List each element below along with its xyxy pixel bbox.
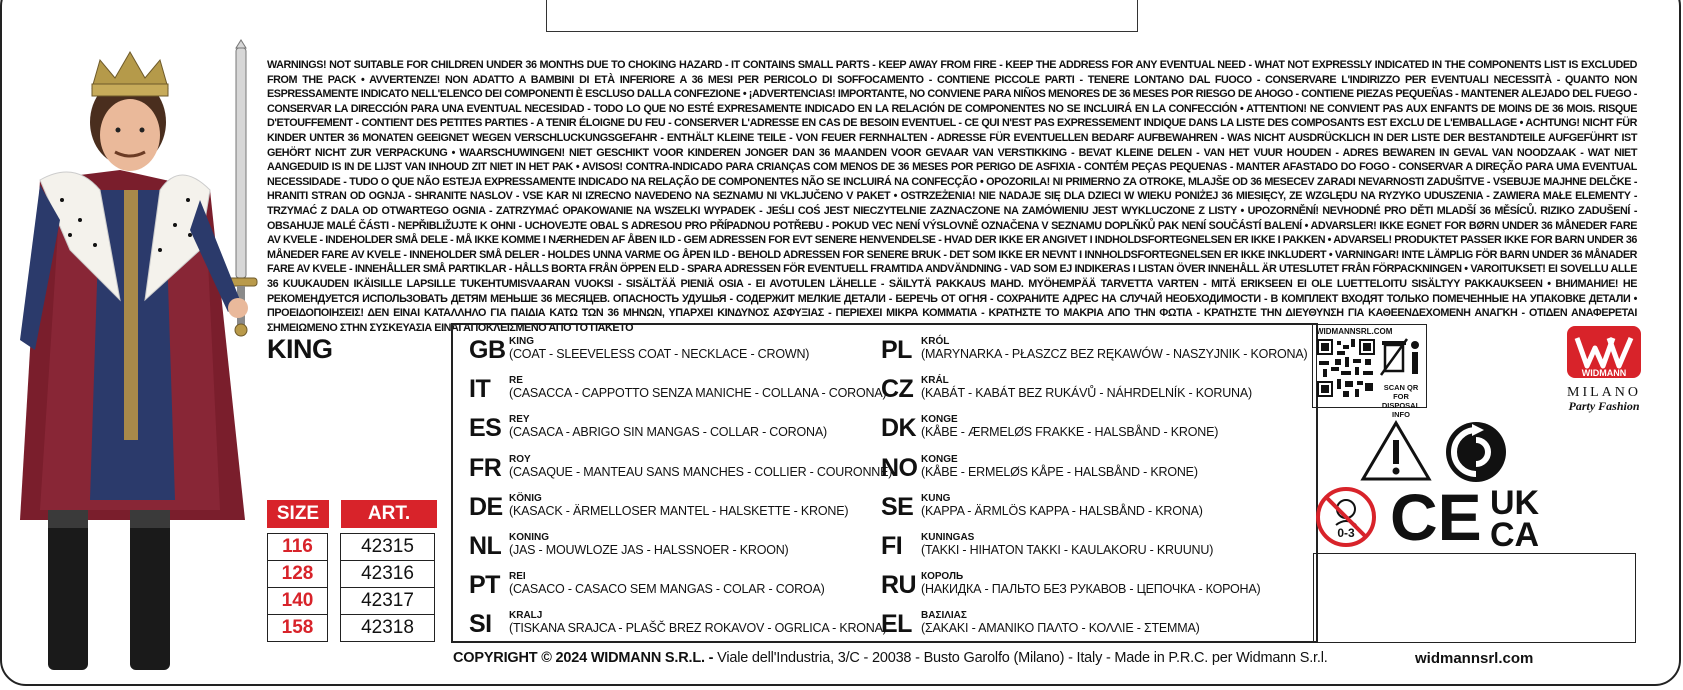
ce-mark-icon (1390, 480, 1490, 554)
size-article-table (267, 500, 437, 642)
size-cell: 140 (268, 588, 327, 615)
size-column (267, 533, 328, 642)
website-link[interactable]: widmannsrl.com (1415, 650, 1534, 667)
ukca-mark-icon (1490, 484, 1568, 554)
logo-tagline: Party Fashion (1568, 399, 1640, 413)
recycling-green-dot-icon (1444, 420, 1508, 484)
ukca-bottom-text: CA (1490, 516, 1540, 554)
lang-entry: PL KRÓL (MARYNARKA - PŁASZCZ BEZ RĘKAWÓW - NASZYJNIK - KORONA) (881, 336, 1308, 364)
lang-entry: PT REI (CASACO - CASACO SEM MANGAS - COLAR - COROA) (469, 571, 825, 599)
lang-entry: IT RE (CASACCA - CAPPOTTO SENZA MANICHE - COLLANA - CORONA) (469, 375, 887, 403)
qr-caption: SCAN QR FOR DISPOSAL INFO (1381, 383, 1421, 419)
article-cell: 42317 (341, 588, 434, 615)
lang-entry: ES REY (CASACA - ABRIGO SIN MANGAS - COLLAR - CORONA) (469, 414, 827, 442)
lang-entry: RU КОРОЛЬ (НАКИДКА - ПАЛЬТО БЕЗ РУКАВОВ - ЦЕПОЧКА - КОРОНА) (881, 571, 1261, 599)
lang-entry: FI KUNINGAS (TAKKI - HIHATON TAKKI - KAULAKORU - KRUUNU) (881, 532, 1214, 560)
king-costume-illustration (0, 40, 270, 670)
size-cell: 128 (268, 561, 327, 588)
lang-entry: DK KONGE (KÅBE - ÆRMELØS FRAKKE - HALSBÅND - KRONE) (881, 414, 1219, 442)
empty-label-box (1313, 553, 1636, 643)
logo-brand-text: WIDMANN (1581, 368, 1627, 378)
age-warning-icon (1314, 485, 1378, 549)
lang-entry: EL ΒΑΣΙΛΙΑΣ (ΣΑΚΑΚΙ - ΑΜΑΝΙΚΟ ΠΑΛΤΟ - ΚΟΛΛΙΕ - ΣΤΕΜΜΑ) (881, 610, 1200, 638)
lang-entry: CZ KRÁL (KABÁT - KABÁT BEZ RUKÁVŮ - NÁHRDELNÍK - KORUNA) (881, 375, 1252, 403)
necklace-chain (124, 190, 138, 440)
article-cell: 42316 (341, 561, 434, 588)
article-header: ART. (341, 500, 437, 528)
widmann-logo-icon (1565, 324, 1643, 380)
size-cell: 116 (268, 534, 327, 561)
article-column (340, 533, 435, 642)
warning-triangle-icon (1360, 420, 1432, 482)
article-cell: 42318 (361, 617, 414, 638)
qr-code-icon[interactable] (1317, 339, 1375, 397)
right-boot (130, 520, 170, 670)
lang-entry: NL KONING (JAS - MOUWLOZE JAS - HALSSNOER - KROON) (469, 532, 789, 560)
left-boot (48, 520, 88, 670)
crown-icon (92, 52, 168, 96)
ukca-top-text: UK (1490, 484, 1540, 522)
size-header: SIZE (267, 500, 329, 528)
copyright-line: COPYRIGHT © 2024 WIDMANN S.R.L. - Viale dell'Industria, 3/C - 20038 - Busto Garolfo (Milano) - Italy - Made in P.R.C. per Widmann S.r.l. (453, 650, 1328, 666)
disposal-bin-icon (1379, 335, 1423, 381)
lang-entry: GB KING (COAT - SLEEVELESS COAT - NECKLACE - CROWN) (469, 336, 810, 364)
lang-entry: FR ROY (CASAQUE - MANTEAU SANS MANCHES - COLLIER - COURONNE) (469, 454, 893, 482)
qr-url: WIDMANNSRL.COM (1316, 327, 1393, 336)
logo-city: MILANO (1567, 385, 1641, 400)
ce-mark-text: CE (1390, 480, 1482, 554)
translations-box (451, 323, 1318, 643)
size-cell: 158 (281, 617, 314, 638)
lang-entry: SE KUNG (KAPPA - ÄRMLÖS KAPPA - HALSBÅND - KRONA) (881, 493, 1203, 521)
product-title: KING (267, 334, 333, 364)
qr-disposal-block (1312, 324, 1427, 419)
lang-entry: SI KRALJ (TISKANA SRAJCA - PLAŠČ BREZ ROKAVOV - OGRLICA - KRONA) (469, 610, 887, 638)
widmann-logo (1554, 324, 1654, 414)
lang-entry: NO KONGE (KÅBE - ERMELØS KÅPE - HALSBÅND - KRONE) (881, 454, 1198, 482)
lang-entry: DE KÖNIG (KASACK - ÄRMELLOSER MANTEL - HALSKETTE - KRONE) (469, 493, 849, 521)
top-tab-box (546, 0, 1138, 32)
article-cell: 42315 (341, 534, 434, 561)
safety-warnings-text: WARNINGS! NOT SUITABLE FOR CHILDREN UNDER 36 MONTHS DUE TO CHOKING HAZARD - IT CONTAINS SMALL PARTS - KEEP AWAY FROM FIRE - KEEP THE ADDRESS FOR ANY EVENTUAL NEED - WHAT NOT EXPRESSLY INDICATED IN THE COMPONENTS LIST IS EXCLUDED FROM THE PACK • AVVERTENZE! NON ADATTO A BAMBINI DI ETÀ INFERIORE A 36 MESI PER PERICOLO DI SOFFOCAMENTO - CONTIENE PICCOLE PARTI - TENERE LONTANO DAL FUOCO - CONSERVARE L'INDIRIZZO PER EVENTUALI NECESSITÀ - QUANTO NON ESPRESSAMENTE INDICATO NELL'ELENCO DEI COMPONENTI È ESCLUSO DALLA CONFEZIONE • ¡ADVERTENCIAS! IMPORTANTE, NO CONVIENE PARA NIÑOS MENORES DE 36 MESES POR RIESGO DE AHOGO - CONTIENE PIEZAS PEQUEÑAS - MANTENER ALEJADO DEL FUEGO - CONSERVAR LA DIRECCIÓN PARA UNA EVENTUAL NECESIDAD - TODO LO QUE NO ESTÉ EXPRESAMENTE INDICADO EN LA RELACIÓN DE COMPONENTES NO SE INCLUIRÁ EN LA CONFECCIÓN • ATTENTION! NE CONVIENT PAS AUX ENFANTS DE MOINS DE 36 MOIS. RISQUE D'ETOUFFEMENT - CONTIENT DES PETITES PARTIES - A TENIR ÉLOIGNE DU FEU - CONSERVER L'ADRESSE EN CAS DE BESOIN EVENTUEL - CE QUI N'EST PAS EXPRESSEMENT INDIQUE DANS LA LISTE DES COMPOSANTS EST EXCLU DE L'EMBALLAGE • ACHTUNG! NICHT FÜR KINDER UNTER 36 MONATEN GEEIGNET WEGEN VERSCHLUCKUNGSGEFAHR - ENTHÄLT KLEINE TEILE - VON FEUER FERNHALTEN - ADRESSE FÜR EVENTUELLEN BEDARF AUFBEWAHREN - WAS NICHT AUSDRÜCKLICH IN DER LISTE DER BESTANDTEILE AUFGEFÜHRT IST GEHÖRT NICHT ZUR VERPACKUNG • WAARSCHUWINGEN! NIET GESCHIKT VOOR KINDEREN JONGER DAN 36 MAANDEN VOOR GEVAAR VAN VERSTIKKING - BEVAT KLEINE DELEN - VAN HET VUUR HOUDEN - ADRES BEWAREN IN GEVAL VAN NOODZAAK - WAT NIET AANGEDUID IS IN DE LIJST VAN INHOUD ZIT NIET IN HET PAK • AVISOS! CONTRA-INDICADO PARA CRIANÇAS COM MENOS DE 36 MESES POR PERIGO DE ASFIXIA - CONTÉM PEÇAS PEQUENAS - MANTER AFASTADO DO FOGO - CONSERVAR A DIREÇÃO PARA UMA EVENTUAL NECESSIDADE - TUDO O QUE NÃO ESTEJA EXPRESSAMENTE INDICADO NA RELAÇÃO DE COMPONENTES NÃO SE INCLUIRÁ NA CONFECÇÃO • OPOZORILA! NI PRIMERNO ZA OTROKE, MLAJŠE OD 36 MESECEV ZARADI NEVARNOSTI ZADUŠITVE - VSEBUJE MAJHNE DELČKE - HRANITI STRAN OD OGNJA - SHRANITE NASLOV - VSE KAR NI IZRECNO NAVEDENO NA SEZNAMU NI VKLJUČENO V PAKET • OSTRZEŻENIA! NIE NADAJE SIĘ DLA DZIECI W WIEKU PONIŻEJ 36 MIESIĘCY, ZE WZGLĘDU NA RYZYKO UDUSZENIA - ZAWIERA MAŁE ELEMENTY - TRZYMAĆ Z DALA OD OTWARTEGO OGNIA - ZATRZYMAĆ OPAKOWANIE NA WSZELKI WYPADEK - JEŚLI COŚ JEST NIECZYTELNIE ZAZNACZONE NA ZAMÓWIENIU JEST WYKLUCZONE Z LISTY • UPOZORNĚNÍ! NEVHODNÉ PRO DĚTI MLADŠÍ 36 MĚSÍCŮ. RIZIKO ZADUŠENÍ - OBSAHUJE MALÉ ČÁSTI - NEPŘIBLIŽUJTE K OHNI - UCHOVEJTE OBAL S ADRESOU PRO PŘÍPADNOU POTŘEBU - POKUD VEC NENÍ VÝSLOVNĚ OZNAČENA V SEZNAMU DOPLŇKŮ PAK NENÍ SOUČÁSTÍ BALENÍ • ADVARSLER! IKKE EGNET FOR BØRN UNDER 36 MÅNEDER FARE AV KVELE - INDEHOLDER SMÅ DELE - MÅ IKKE KOMME I NÆRHEDEN AF ÅBEN ILD - GEM ADRESSEN FOR EVT SENERE HENVENDELSE - HVAD DER IKKE ER ANGIVET I INDHOLDSFORTEGNELSEN ER IKKE I PAKKEN • ADVARSEL! PRODUKTET PASSER IKKE FOR BARN UNDER 36 MÅNEDER FARE AV KVELE - INNEHOLDER SMÅ DELER - HOLDES UNNA VARME OG ÅPEN ILD - BEHOLD ADRESSEN FOR SENERE BRUK - DET SOM IKKE ER NEVNT I INNHOLDSFORTEGNELSEN ER IKKE INKLUDERT • VARNINGAR! INTE LÄMPLIG FÖR BARN UNDER 36 MÅNADER FARE AV KVELE - INNEHÅLLER SMÅ PARTIKLAR - HÅLLS BORTA FRÅN ÖPPEN ELD - SPARA ADRESSEN FÖR EVENTUELL FRAMTIDA ANDVÄNDNING - VAD SOM EJ INDIKERAS I LISTAN ÖVER INNEHÅLL ÄR UTESLUTET FRÅN FÖRPACKNINGEN • VAROITUKSET! EI SOVELLU ALLE 36 KUUKAUDEN IKÄISILLE LAPSILLE TUKEHTUMISVAARAN VUOKSI - SISÄLTÄÄ PIENIÄ OSIA - EI AVOTULEN LÄHELLE - SÄILYTÄ PAKKAUS MAHD. MYÖHEMPÄÄ TARVETTA VARTEN - MITÄ ERIKSEEN EI OLE LUETTELOITU SISÄLTYY PAKKAUKSEEN • ВНИМАНИЕ! НЕ РЕКОМЕНДУЕТСЯ ИСПОЛЬЗОВАТЬ ДЕТЯМ МЕНЬШЕ 36 МЕСЯЦЕВ. ОПАСНОСТЬ УДУШЬЯ - СОДЕРЖИТ МЕЛКИЕ ДЕТАЛИ - БЕРЕЧЬ ОТ ОГНЯ - СОХРАНИТЕ АДРЕС НА СЛУЧАЙ НЕОБХОДИМОСТИ - В КОМПЛЕКТ ВХОДЯТ ТОЛЬКО ПОМЕЧЕННЫЕ НА УПАКОВКЕ ДЕТАЛИ • ΠΡΟΕΙΔΟΠΟΙΗΣΕΙΣ! ΔΕΝ ΕΙΝΑΙ ΚΑΤΑΛΛΗΛΟ ΓΙΑ ΠΑΙΔΙΑ ΚΑΤΩ ΤΩΝ 36 ΜΗΝΩΝ, ΥΠΑΡΧΕΙ ΚΙΝΔΥΝΟΣ ΑΣΦΥΞΙΑΣ - ΠΕΡΙΕΧΕΙ ΜΙΚΡΑ ΚΟΜΜΑΤΙΑ - ΚΡΑΤΗΣΤΕ ΤΟ ΜΑΚΡΙΑ ΑΠΟ ΤΗΝ ΦΩΤΙΑ - ΚΡΑΤΗΣΤΕ ΤΗΝ ΔΙΕΥΘΥΝΣΗ ΓΙΑ ΚΑΘΕΕΝΔΕΧΟΜΕΝΗ ΑΝΑΓΚΗ - ΟΤΙΔΕΝ ΑΝΑΦΕΡΕΤΑΙ ΣΗΜΕΙΩΜΕΝΟ ΣΤΗΝ ΣΥΣΚΕΥΑΣΙΑ ΕΙΝΑΙ ΑΠΟΚΛΕΙΣΜΕΝΟ ΑΠΟ ΤΟ ΠΑΚΕΤΟ (267, 59, 1637, 334)
age-warning-text: 0-3 (1337, 526, 1355, 540)
